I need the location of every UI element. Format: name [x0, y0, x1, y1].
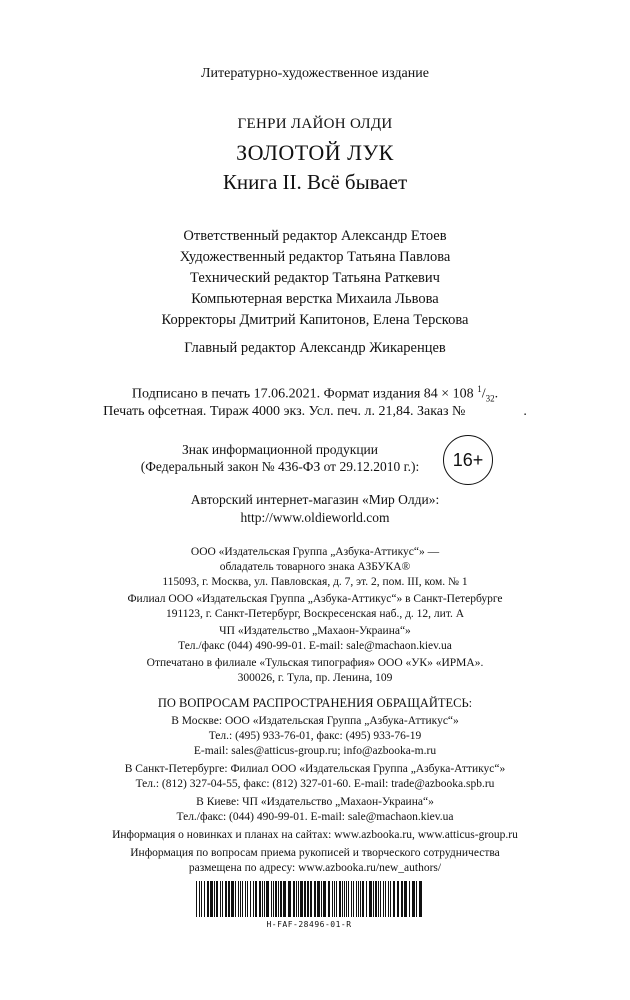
manuscripts-info: Информация по вопросам приема рукописей и творческого сотрудничества	[130, 847, 500, 859]
barcode-bar	[264, 881, 265, 917]
distribution-moscow: Тел.: (495) 933-76-01, факс: (495) 933-76-19	[208, 730, 422, 742]
barcode-bar	[373, 881, 374, 917]
barcode-bar	[199, 881, 200, 917]
barcode-bar	[207, 881, 209, 917]
barcode-bar	[358, 881, 359, 917]
barcode-bar	[385, 881, 386, 917]
barcode-bar	[225, 881, 227, 917]
barcode-bar	[388, 881, 389, 917]
barcode-bar	[348, 881, 349, 917]
barcode-bar	[220, 881, 221, 917]
ukraine-line: ЧП «Издательство „Махаон-Украина“»	[219, 625, 411, 637]
barcode-bar	[298, 881, 299, 917]
barcode-bar	[393, 881, 395, 917]
barcode-bar	[375, 881, 377, 917]
barcode-bar	[362, 881, 364, 917]
barcode-bar	[378, 881, 379, 917]
barcode-bar	[245, 881, 246, 917]
publisher-line: 115093, г. Москва, ул. Павловская, д. 7, эт. 2, пом. III, ком. № 1	[162, 576, 468, 588]
barcode-bar	[412, 881, 415, 917]
branch-line: Филиал ООО «Издательская Группа „Азбука-Аттикус“» в Санкт-Петербурге	[127, 593, 503, 605]
barcode-bar	[283, 881, 286, 917]
barcode-bar	[397, 881, 399, 917]
barcode-bar	[273, 881, 274, 917]
barcode-bar	[259, 881, 261, 917]
barcode-bar	[317, 881, 320, 917]
barcode-bar	[280, 881, 282, 917]
barcode-bar	[360, 881, 361, 917]
barcode-bar	[201, 881, 202, 917]
barcode-bar	[353, 881, 354, 917]
printed-line: 300026, г. Тула, пр. Ленина, 109	[237, 672, 393, 684]
barcode-bar	[310, 881, 312, 917]
barcode-bar	[235, 881, 236, 917]
distribution-kiev: Тел./факс: (044) 490-99-01. E-mail: sale@machaon.kiev.ua	[176, 811, 454, 823]
barcode-bar	[390, 881, 391, 917]
barcode-bar	[351, 881, 352, 917]
distribution-spb: Тел.: (812) 327-04-55, факс: (812) 327-01-60. E-mail: trade@azbooka.spb.ru	[135, 778, 495, 790]
manuscripts-info: размещена по адресу: www.azbooka.ru/new_authors/	[188, 862, 442, 874]
barcode-bar	[323, 881, 326, 917]
ukraine-line: Тел./факс (044) 490-99-01. E-mail: sale@machaon.kiev.ua	[178, 640, 452, 652]
barcode	[196, 881, 422, 917]
barcode-bar	[293, 881, 295, 917]
barcode-bar	[383, 881, 384, 917]
publisher-line: ООО «Издательская Группа „Азбука-Аттикус“» —	[190, 546, 440, 558]
age-rating-badge: 16+	[443, 435, 493, 485]
barcode-bar	[328, 881, 330, 917]
barcode-bar	[332, 881, 333, 917]
credit-line: Художественный редактор Татьяна Павлова	[179, 249, 451, 265]
barcode-bar	[344, 881, 345, 917]
barcode-bar	[216, 881, 218, 917]
barcode-bar	[346, 881, 347, 917]
barcode-bar	[380, 881, 381, 917]
info-sign-line2: (Федеральный закон № 436-ФЗ от 29.12.2010 г.):	[140, 459, 420, 474]
distribution-kiev: В Киеве: ЧП «Издательство „Махаон-Украина“»	[196, 796, 434, 808]
barcode-bar	[271, 881, 272, 917]
barcode-bar	[334, 881, 335, 917]
distribution-heading: ПО ВОПРОСАМ РАСПРОСТРАНЕНИЯ ОБРАЩАЙТЕСЬ:	[157, 696, 473, 710]
printed-line: Отпечатано в филиале «Тульская типография» ООО «УК» «ИРМА».	[146, 657, 484, 669]
barcode-bar	[250, 881, 251, 917]
barcode-bar	[240, 881, 241, 917]
barcode-bar	[401, 881, 403, 917]
barcode-bar	[419, 881, 422, 917]
barcode-bar	[231, 881, 234, 917]
barcode-bar	[300, 881, 303, 917]
author-name: ГЕНРИ ЛАЙОН ОЛДИ	[237, 116, 393, 132]
barcode-bar	[314, 881, 316, 917]
barcode-bar	[336, 881, 337, 917]
distribution-moscow: E-mail: sales@atticus-group.ru; info@azbooka-m.ru	[193, 745, 437, 757]
barcode-bar	[366, 881, 367, 917]
barcode-bar	[228, 881, 230, 917]
barcode-bar	[222, 881, 223, 917]
barcode-bar	[266, 881, 269, 917]
credit-line: Корректоры Дмитрий Капитонов, Елена Терскова	[161, 312, 469, 328]
barcode-bar	[214, 881, 215, 917]
sites-info: Информация о новинках и планах на сайтах: www.azbooka.ru, www.atticus-group.ru	[112, 829, 518, 841]
barcode-code: H-FAF-28496-01-R	[266, 920, 352, 929]
print-info-line2: Печать офсетная. Тираж 4000 экз. Усл. печ. л. 21,84. Заказ № .	[103, 404, 527, 419]
barcode-bar	[369, 881, 372, 917]
book-subtitle: Книга II. Всё бывает	[222, 170, 408, 194]
barcode-bar	[307, 881, 309, 917]
barcode-bar	[210, 881, 213, 917]
barcode-bar	[356, 881, 357, 917]
barcode-bar	[409, 881, 410, 917]
barcode-bar	[304, 881, 306, 917]
genre-label: Литературно-художественное издание	[201, 66, 429, 81]
barcode-bar	[288, 881, 291, 917]
barcode-bar	[275, 881, 277, 917]
barcode-bar	[255, 881, 257, 917]
barcode-bar	[416, 881, 417, 917]
barcode-bar	[238, 881, 239, 917]
chief-editor: Главный редактор Александр Жикаренцев	[184, 340, 446, 356]
publisher-line: обладатель товарного знака АЗБУКА®	[219, 561, 411, 573]
book-title: ЗОЛОТОЙ ЛУК	[236, 140, 394, 165]
barcode-bar	[247, 881, 248, 917]
barcode-bar	[262, 881, 263, 917]
shop-label: Авторский интернет-магазин «Мир Олди»:	[190, 492, 440, 507]
barcode-bar	[404, 881, 407, 917]
credit-line: Компьютерная верстка Михаила Львова	[191, 291, 439, 307]
credit-line: Ответственный редактор Александр Етоев	[183, 228, 447, 244]
barcode-bar	[204, 881, 205, 917]
credit-line: Технический редактор Татьяна Раткевич	[190, 270, 440, 286]
barcode-bar	[278, 881, 279, 917]
barcode-bar	[242, 881, 243, 917]
branch-line: 191123, г. Санкт-Петербург, Воскресенская наб., д. 12, лит. А	[165, 608, 465, 620]
barcode-bar	[321, 881, 322, 917]
shop-url: http://www.oldieworld.com	[240, 510, 390, 525]
print-info-line1: Подписано в печать 17.06.2021. Формат издания 84 × 108 $^1/_{32}$.	[131, 384, 499, 404]
barcode-bar	[196, 881, 197, 917]
distribution-spb: В Санкт-Петербурге: Филиал ООО «Издательская Группа „Азбука-Аттикус“»	[124, 763, 506, 775]
barcode-bar	[339, 881, 341, 917]
barcode-bar	[342, 881, 343, 917]
barcode-bar	[296, 881, 297, 917]
distribution-moscow: В Москве: ООО «Издательская Группа „Азбука-Аттикус“»	[171, 715, 459, 727]
info-sign-line1: Знак информационной продукции	[181, 442, 379, 457]
barcode-bar	[253, 881, 254, 917]
